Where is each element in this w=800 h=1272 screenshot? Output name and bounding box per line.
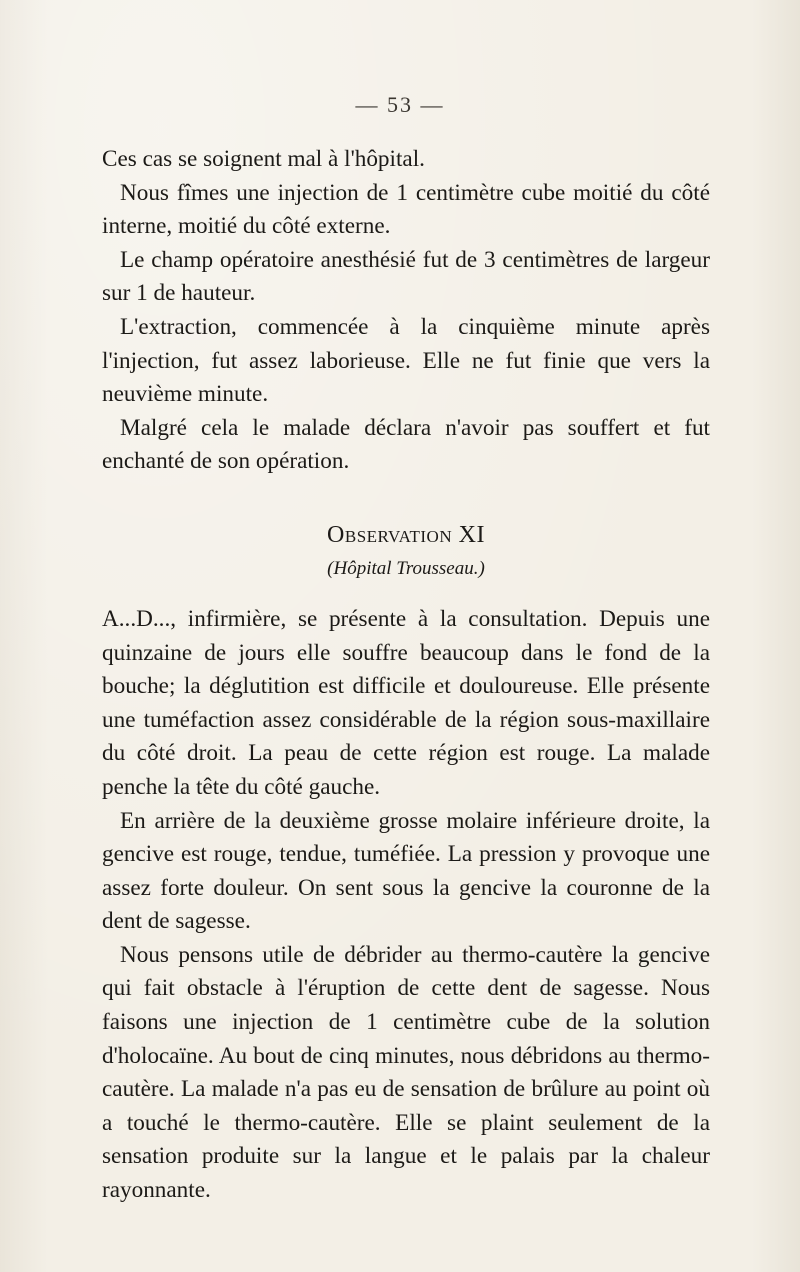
paragraph: A...D..., infirmière, se présente à la consultation. Depuis une quinzaine de jours elle souffre beaucoup dans le fond de la bouche; la déglutition est difficile et douloureuse. Elle présente une tuméfaction assez considérable de la région sous-maxillaire du côté droit. La peau de cette région est rouge. La malade penche la tête du côté gauche. [102,605,710,800]
observation-title: Observation XI [327,521,485,548]
paragraph: Nous pensons utile de débrider au thermo-cautère la gencive qui fait obstacle à l'éruption de cette dent de sagesse. Nous faisons une injection de 1 centimètre cube de la solution d'holocaïne. Au bout de cinq minutes, nous débridons au thermo-cautère. La malade n'a pas eu de sensation de brûlure au point où a touché le thermo-cautère. Elle se plaint seulement de la sensation produite sur la langue et le palais par la chaleur rayonnante. [102,941,710,1204]
page-text [102,143,710,1208]
paragraph: Le champ opératoire anesthésié fut de 3 centimètres de largeur sur 1 de hauteur. [102,246,710,307]
paragraph: En arrière de la deuxième grosse molaire inférieure droite, la gencive est rouge, tendue, tuméfiée. La pression y provoque une assez forte douleur. On sent sous la gencive la couronne de la dent de sagesse. [102,807,710,935]
page-number: — 53 — [355,92,445,117]
paragraph: Malgré cela le malade déclara n'avoir pas souffert et fut enchanté de son opération. [102,414,710,475]
paragraph: Ces cas se soignent mal à l'hôpital. [102,146,425,172]
paragraph: L'extraction, commencée à la cinquième minute après l'injection, fut assez laborieuse. Elle ne fut finie que vers la neuvième minute. [102,313,710,408]
observation-subtitle: (Hôpital Trousseau.) [327,557,485,579]
paragraph: Nous fîmes une injection de 1 centimètre cube moitié du côté interne, moitié du côté externe. [102,179,710,240]
